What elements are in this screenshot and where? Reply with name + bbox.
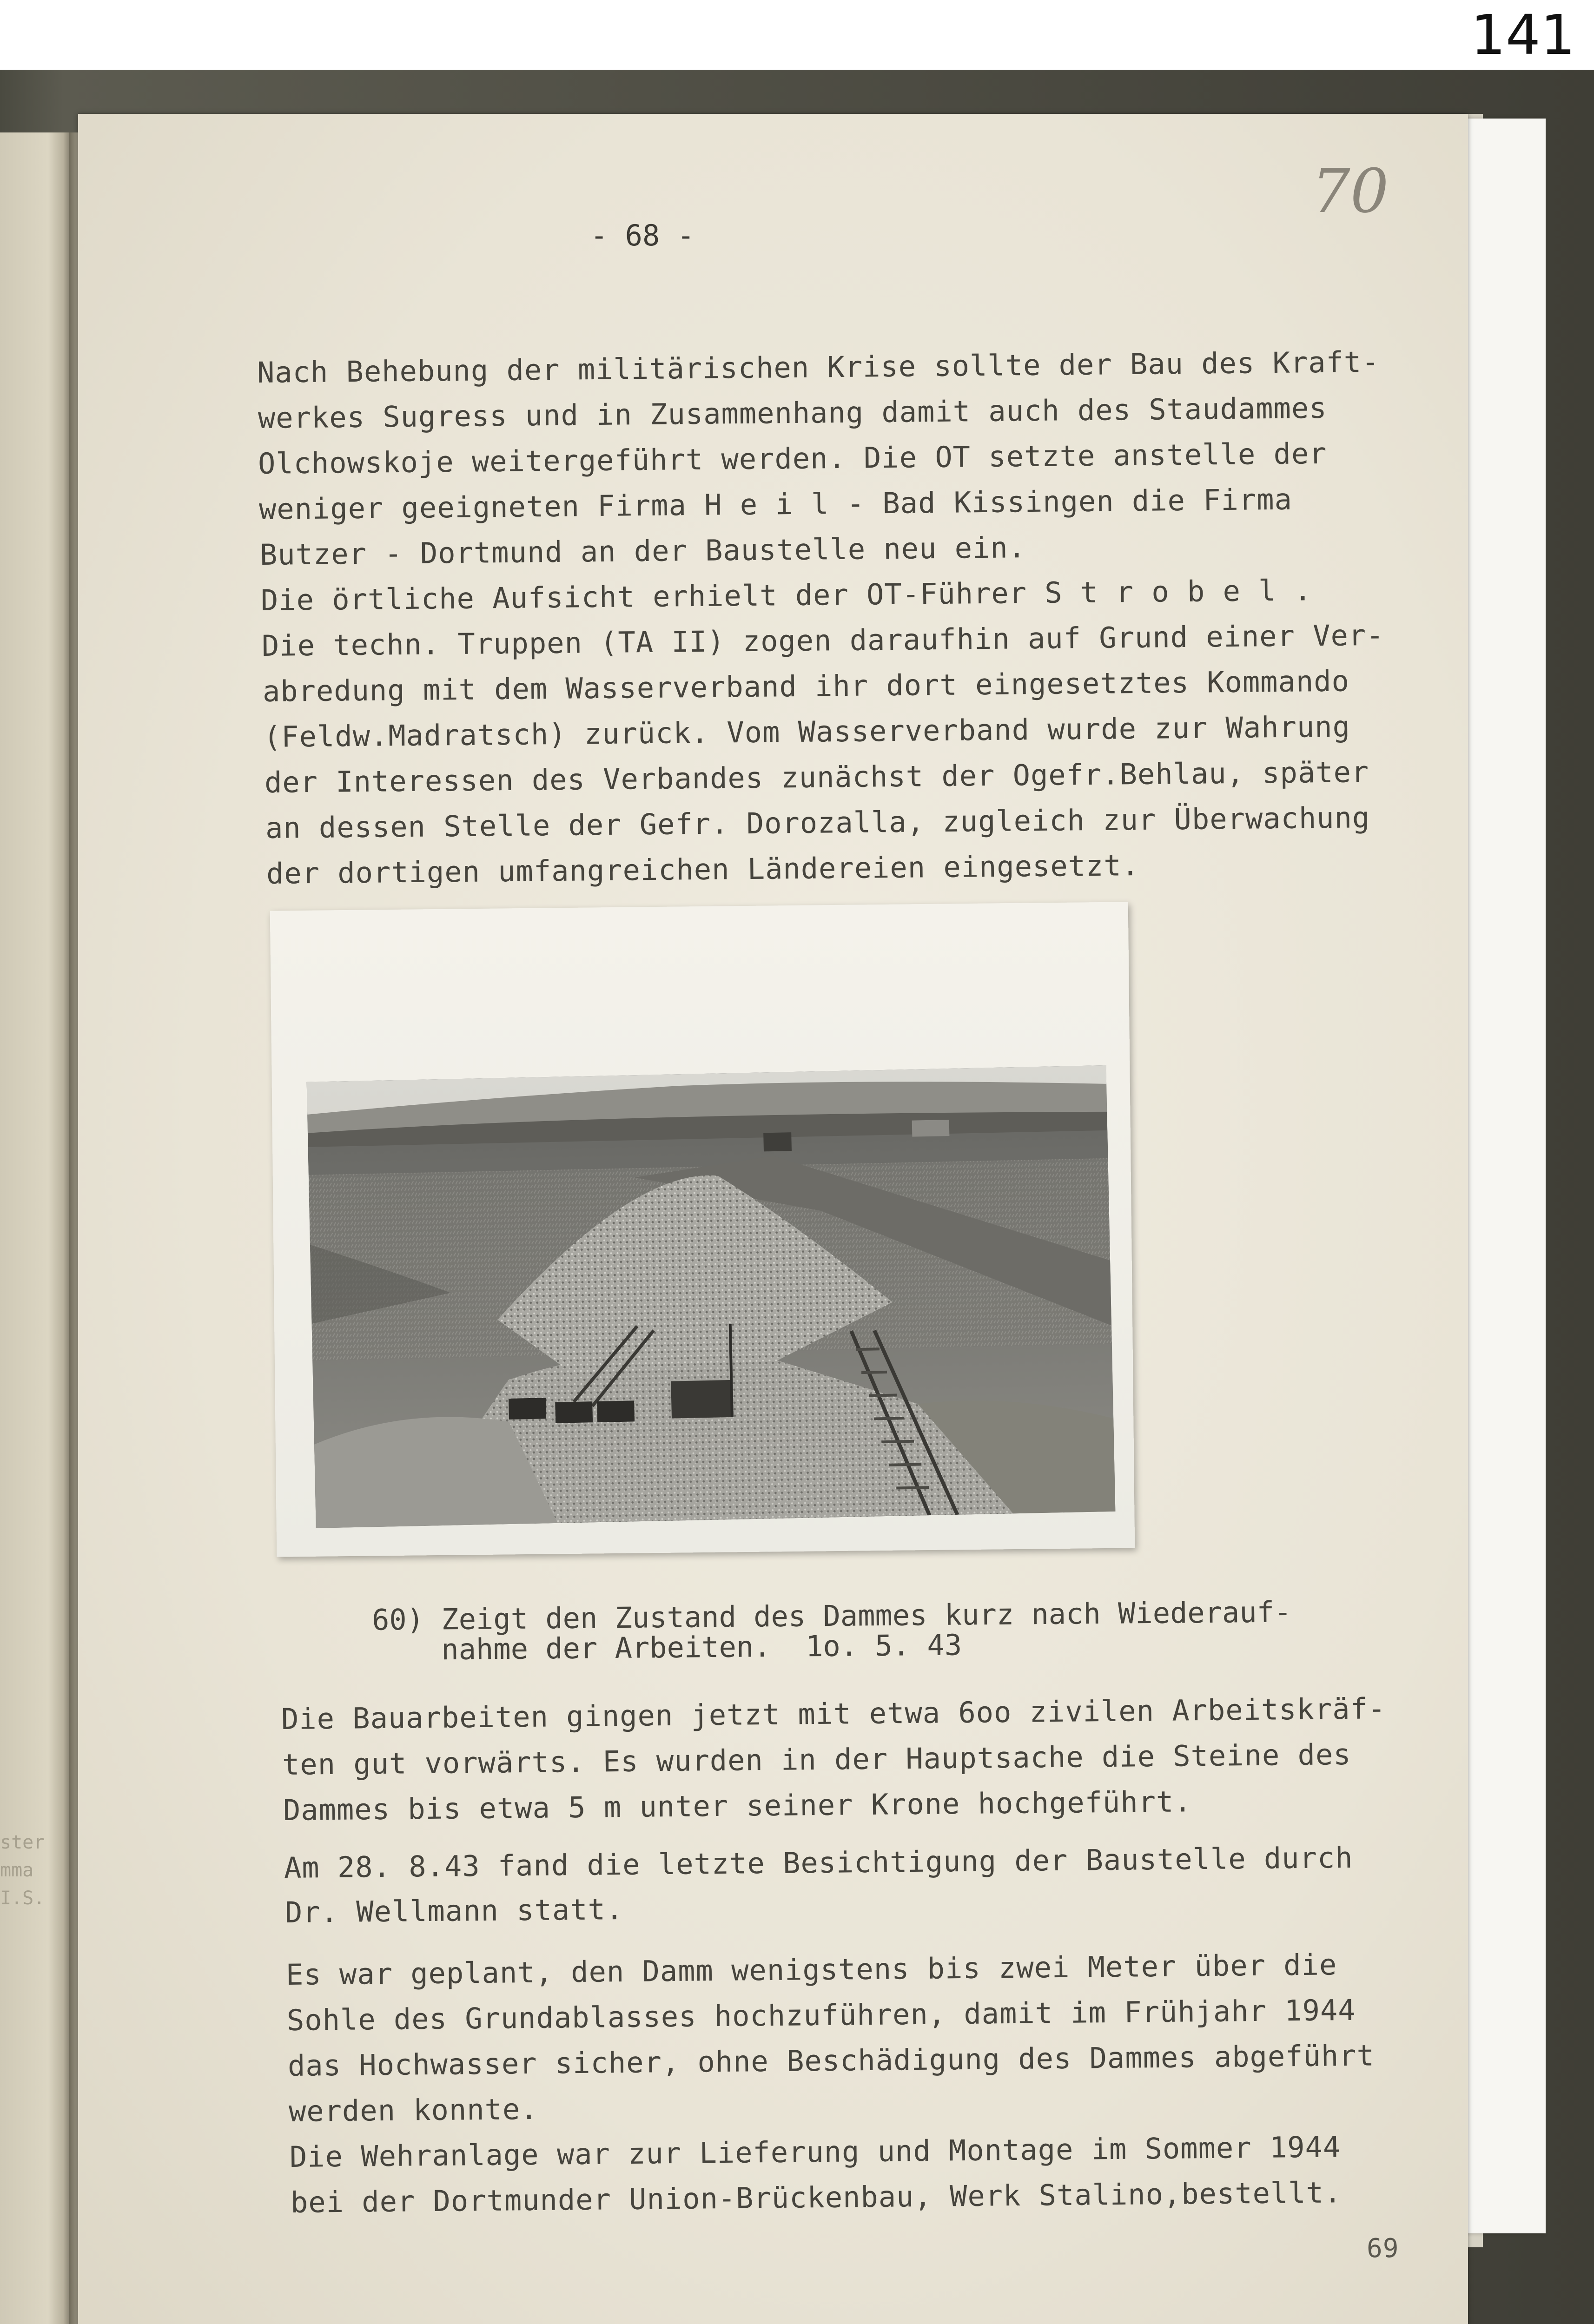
scan-number: 141 [1470, 3, 1575, 67]
text-line: werkes Sugress und in Zusammenhang damit auch des Staudammes [258, 390, 1327, 435]
text-line: ten gut vorwärts. Es wurden in der Hauptsache die Steine des [282, 1737, 1351, 1782]
text-line: Am 28. 8.43 fand die letzte Besichtigung der Baustelle durch [284, 1840, 1353, 1885]
text-line: Sohle des Grundablasses hochzuführen, damit im Frühjahr 1944 [286, 1993, 1356, 2037]
text-line: Es war geplant, den Damm wenigstens bis zwei Meter über die [285, 1948, 1337, 1992]
text-line: Dr. Wellmann statt. [284, 1892, 624, 1929]
book-spine [69, 132, 79, 2324]
text-line: Dammes bis etwa 5 m unter seiner Krone hochgeführt. [283, 1784, 1192, 1827]
text-line: Butzer - Dortmund an der Baustelle neu ein. [259, 530, 1026, 572]
text-line: Die Wehranlage war zur Lieferung und Montage im Sommer 1944 [289, 2130, 1341, 2174]
text-line: Die örtliche Aufsicht erhielt der OT-Führer S t r o b e l . [260, 573, 1312, 617]
scan-header [0, 0, 1594, 70]
dam-construction-photo [307, 1065, 1116, 1528]
left-page-fragment: ster [0, 1832, 45, 1853]
text-line: Die Bauarbeiten gingen jetzt mit etwa 6oo zivilen Arbeitskräf- [281, 1691, 1386, 1736]
left-page-fragment: mma [0, 1860, 34, 1881]
page-number: - 68 - [590, 218, 694, 252]
text-line: werden konnte. [288, 2092, 538, 2128]
next-page-number: 69 [1367, 2233, 1399, 2264]
text-line: Die techn. Truppen (TA II) zogen daraufhin auf Grund einer Ver- [261, 618, 1384, 663]
photo-mount [270, 902, 1135, 1557]
photo-caption-line: nahme der Arbeiten. 1o. 5. 43 [371, 1628, 962, 1667]
dam-construction-image [307, 1065, 1116, 1528]
text-line: Nach Behebung der militärischen Krise sollte der Bau des Kraft- [257, 344, 1380, 390]
text-line: Olchowskoje weitergeführt werden. Die OT setzte anstelle der [258, 436, 1327, 481]
text-line: der dortigen umfangreichen Ländereien eingesetzt. [266, 848, 1140, 891]
text-line: abredung mit dem Wasserverband ihr dort eingesetztes Kommando [262, 664, 1350, 708]
left-facing-page [0, 132, 69, 2324]
text-line: an dessen Stelle der Gefr. Dorozalla, zugleich zur Überwachung [265, 800, 1370, 845]
text-line: (Feldw.Madratsch) zurück. Vom Wasserverband wurde zur Wahrung [263, 709, 1351, 754]
photo-caption-line: 60) Zeigt den Zustand des Dammes kurz nach Wiederauf- [371, 1595, 1292, 1637]
text-line: der Interessen des Verbandes zunächst der Ogefr.Behlau, später [264, 755, 1369, 799]
handwritten-page-number: 70 [1312, 156, 1389, 226]
text-line: weniger geeigneten Firma H e i l - Bad Kissingen die Firma [258, 482, 1293, 526]
text-line: das Hochwasser sicher, ohne Beschädigung des Dammes abgeführt [287, 2038, 1375, 2083]
left-page-fragment: I.S. [0, 1888, 45, 1909]
text-line: bei der Dortmunder Union-Brückenbau, Werk Stalino,bestellt. [290, 2175, 1342, 2219]
